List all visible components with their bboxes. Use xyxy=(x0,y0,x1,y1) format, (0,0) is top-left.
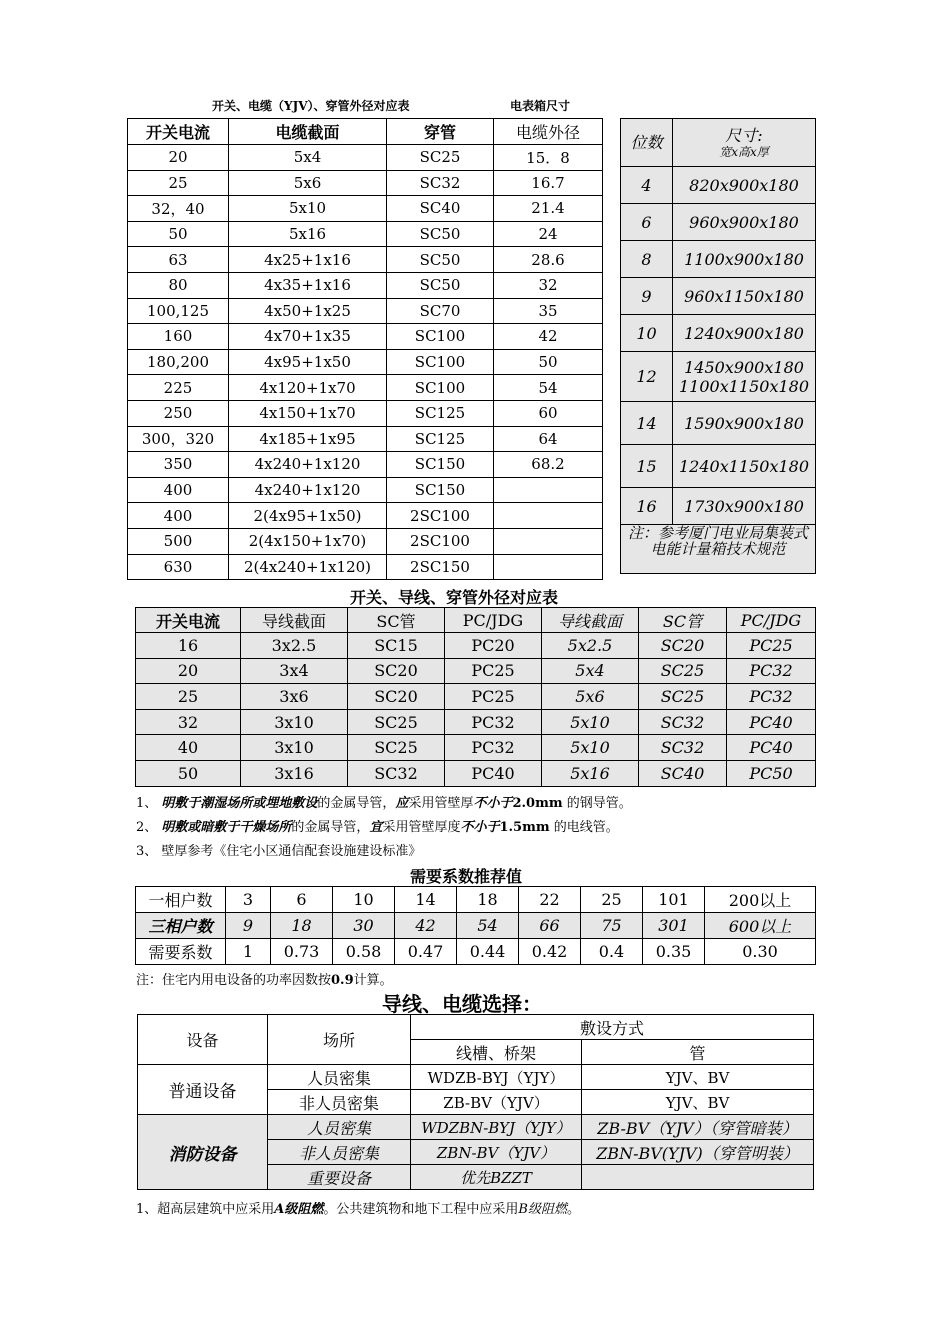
table-cell: 630 xyxy=(128,554,229,580)
table-cell: PC40 xyxy=(727,709,816,735)
table-cell: 32 xyxy=(494,272,603,298)
table-cell: 0.44 xyxy=(457,939,519,965)
table-cell: 42 xyxy=(395,913,457,939)
box-size-value: 1100x900x180 xyxy=(684,249,804,269)
table-cell: 0.35 xyxy=(643,939,705,965)
table-row xyxy=(128,221,603,247)
table-row xyxy=(128,196,603,222)
table-cell: 3x10 xyxy=(241,735,348,761)
table-cell xyxy=(494,554,603,580)
pipe-cell: ZBN-BV(YJV)（穿管明装） xyxy=(582,1140,814,1165)
table-cell: 0.42 xyxy=(519,939,581,965)
box-size-cell xyxy=(673,445,816,488)
table-cell: 4x185+1x95 xyxy=(229,426,387,452)
switch-wire-table xyxy=(135,607,816,787)
box-size-value: 1100x1150x180 xyxy=(678,376,810,396)
table-cell: 4x25+1x16 xyxy=(229,247,387,273)
box-size-cell xyxy=(673,488,816,525)
note-power-factor xyxy=(136,969,393,988)
header-cell: 开关电流 xyxy=(128,119,229,145)
table-row xyxy=(128,298,603,324)
table-cell: 500 xyxy=(128,528,229,554)
note-emph: 明敷于潮湿场所或埋地敷设 xyxy=(161,796,318,811)
table-cell: SC25 xyxy=(387,145,494,171)
table-row xyxy=(621,445,816,488)
table-cell: 0.73 xyxy=(271,939,333,965)
note-text: 注：住宅内用电设备的功率因数按 xyxy=(136,973,332,988)
table-cell: 66 xyxy=(519,913,581,939)
table-cell: SC20 xyxy=(348,658,445,684)
device-normal: 普通设备 xyxy=(138,1065,268,1115)
box-count-cell: 15 xyxy=(621,445,673,488)
table-cell: 50 xyxy=(494,349,603,375)
header-device: 设备 xyxy=(138,1015,268,1065)
table-cell: 63 xyxy=(128,247,229,273)
device-fire: 消防设备 xyxy=(138,1115,268,1190)
table-cell: SC100 xyxy=(387,375,494,401)
table-cell xyxy=(494,503,603,529)
table-cell: 2(4x95+1x50) xyxy=(229,503,387,529)
note-3: 3、 壁厚参考《住宅小区通信配套设施建设标准》 xyxy=(136,844,422,859)
header-cell: 位数 xyxy=(621,119,673,167)
table-cell: 4x120+1x70 xyxy=(229,375,387,401)
box-count-cell: 9 xyxy=(621,278,673,315)
box-note: 注：参考厦门电业局集装式电能计量箱技术规范 xyxy=(621,525,816,574)
table-cell: 4x95+1x50 xyxy=(229,349,387,375)
header-cell: 电缆截面 xyxy=(229,119,387,145)
table-cell: SC20 xyxy=(348,684,445,710)
table-cell: 3x16 xyxy=(241,760,348,786)
table-cell: 15．8 xyxy=(494,145,603,171)
table-row xyxy=(136,658,816,684)
table-row xyxy=(128,452,603,478)
table-cell xyxy=(494,477,603,503)
box-size-cell xyxy=(673,402,816,445)
box-size-cell xyxy=(673,278,816,315)
box-count-cell: 6 xyxy=(621,204,673,241)
table-row xyxy=(128,145,603,171)
note-num: 2、 xyxy=(136,820,162,835)
table-cell: 20 xyxy=(128,145,229,171)
table-cell: 4x150+1x70 xyxy=(229,400,387,426)
table-cell: SC25 xyxy=(639,684,727,710)
table-cell: 35 xyxy=(494,298,603,324)
place-cell: 非人员密集 xyxy=(268,1140,411,1165)
box-size-cell xyxy=(673,352,816,402)
table-cell: 6 xyxy=(271,887,333,913)
table-cell: SC125 xyxy=(387,426,494,452)
table-row xyxy=(621,315,816,352)
table-cell: SC40 xyxy=(639,760,727,786)
table-cell: 4x240+1x120 xyxy=(229,452,387,478)
header-cell: 导线截面 xyxy=(542,608,639,633)
note-value: 2.0mm xyxy=(512,796,563,811)
note-emph: 不小于 xyxy=(473,796,513,811)
demand-factor-table xyxy=(135,886,816,965)
table-cell: SC32 xyxy=(348,760,445,786)
note-emph: 明敷或暗敷于干燥场所 xyxy=(161,820,292,835)
table-row xyxy=(136,939,816,965)
table-row xyxy=(621,402,816,445)
table-cell: 18 xyxy=(457,887,519,913)
table-cell: SC50 xyxy=(387,247,494,273)
table-cell: 5x16 xyxy=(542,760,639,786)
size-header-sub: 宽x高x厚 xyxy=(719,144,769,159)
header-laying: 敷设方式 xyxy=(411,1015,814,1040)
wire-cable-selection-table xyxy=(137,1014,814,1190)
table-cell: 200以上 xyxy=(705,887,816,913)
box-size-cell xyxy=(673,241,816,278)
pipe-cell: YJV、BV xyxy=(582,1065,814,1090)
table-cell: 18 xyxy=(271,913,333,939)
table-cell: 600以上 xyxy=(705,913,816,939)
table-cell: SC25 xyxy=(348,735,445,761)
header-cell: SC管 xyxy=(348,608,445,633)
pipe-cell: YJV、BV xyxy=(582,1090,814,1115)
table-cell: 需要系数 xyxy=(136,939,226,965)
box-count-cell: 12 xyxy=(621,352,673,402)
table-row xyxy=(138,1115,814,1140)
table-cell: 一相户数 xyxy=(136,887,226,913)
table-row xyxy=(136,709,816,735)
table-row xyxy=(136,608,816,633)
table-row xyxy=(128,247,603,273)
table-cell: PC25 xyxy=(727,633,816,659)
table-cell: 5x16 xyxy=(229,221,387,247)
box-size-value: 1240x900x180 xyxy=(684,323,804,343)
table-header-row xyxy=(621,119,816,167)
table-cell: SC40 xyxy=(387,196,494,222)
box-size-value: 820x900x180 xyxy=(689,175,799,195)
table-cell: SC15 xyxy=(348,633,445,659)
table-cell: SC100 xyxy=(387,324,494,350)
table-cell: 100,125 xyxy=(128,298,229,324)
table-cell: 0.47 xyxy=(395,939,457,965)
table-cell: 22 xyxy=(519,887,581,913)
table-cell: 2(4x240+1x120) xyxy=(229,554,387,580)
table-row xyxy=(136,887,816,913)
box-size-value: 1450x900x180 xyxy=(684,357,804,377)
table-cell: PC40 xyxy=(445,760,542,786)
table-cell: 101 xyxy=(643,887,705,913)
table-cell: 30 xyxy=(333,913,395,939)
place-cell: 重要设备 xyxy=(268,1165,411,1190)
table-cell: 400 xyxy=(128,503,229,529)
switch-cable-table xyxy=(127,118,603,580)
note-text: 。 xyxy=(566,1202,580,1217)
table-cell: PC25 xyxy=(445,658,542,684)
note-text: 采用管壁厚 xyxy=(408,796,474,811)
table-cell: SC20 xyxy=(639,633,727,659)
box-size-value: 960x900x180 xyxy=(689,212,799,232)
table-cell: 4x70+1x35 xyxy=(229,324,387,350)
header-cell: SC管 xyxy=(639,608,727,633)
meter-box-table xyxy=(620,118,816,574)
size-header: 尺寸: xyxy=(725,125,763,145)
table-cell: 50 xyxy=(128,221,229,247)
tray-cell: ZBN-BV（YJV） xyxy=(411,1140,582,1165)
note-emph: A级阻燃 xyxy=(274,1202,324,1217)
header-cell xyxy=(673,119,816,167)
table-row xyxy=(621,241,816,278)
table-row xyxy=(128,503,603,529)
table-row xyxy=(128,324,603,350)
table-cell: SC25 xyxy=(348,709,445,735)
box-count-cell: 10 xyxy=(621,315,673,352)
table-cell: 0.58 xyxy=(333,939,395,965)
table-cell: 350 xyxy=(128,452,229,478)
table-cell: PC25 xyxy=(445,684,542,710)
box-size-value: 1590x900x180 xyxy=(684,413,804,433)
table-row xyxy=(128,554,603,580)
table-cell: 3 xyxy=(226,887,271,913)
table-header-row xyxy=(138,1015,814,1040)
table-cell: SC25 xyxy=(639,658,727,684)
table-cell: 2SC150 xyxy=(387,554,494,580)
title-switch-cable-table: 开关、电缆（YJV）、穿管外径对应表 xyxy=(212,99,410,113)
table-row xyxy=(128,375,603,401)
table-row xyxy=(621,204,816,241)
table-cell: PC40 xyxy=(727,735,816,761)
table-cell: 300，320 xyxy=(128,426,229,452)
table-cell: 3x6 xyxy=(241,684,348,710)
table-cell: 5x10 xyxy=(229,196,387,222)
box-size-cell xyxy=(673,204,816,241)
table-cell: 68.2 xyxy=(494,452,603,478)
note-text: 的金属导管， xyxy=(317,796,396,811)
table-cell: 225 xyxy=(128,375,229,401)
table-cell: SC70 xyxy=(387,298,494,324)
table-cell: PC50 xyxy=(727,760,816,786)
table-cell: SC150 xyxy=(387,452,494,478)
title-wire-cable-selection: 导线、电缆选择： xyxy=(382,992,542,1016)
box-count-cell: 14 xyxy=(621,402,673,445)
table-cell: SC32 xyxy=(639,709,727,735)
table-cell: 60 xyxy=(494,400,603,426)
table-row xyxy=(621,167,816,204)
table-cell: 1 xyxy=(226,939,271,965)
table-cell: 42 xyxy=(494,324,603,350)
table-row xyxy=(128,528,603,554)
box-size-cell xyxy=(673,167,816,204)
note-text: 的金属导管， xyxy=(291,820,370,835)
place-cell: 人员密集 xyxy=(268,1065,411,1090)
box-count-cell: 16 xyxy=(621,488,673,525)
table-row xyxy=(136,760,816,786)
table-cell: 5x6 xyxy=(542,684,639,710)
table-cell: 40 xyxy=(136,735,241,761)
table-row xyxy=(128,400,603,426)
title-switch-wire-table: 开关、导线、穿管外径对应表 xyxy=(350,588,559,607)
table-cell: 0.4 xyxy=(581,939,643,965)
note-emph: 不小于 xyxy=(460,820,500,835)
table-row xyxy=(621,278,816,315)
header-cell: 导线截面 xyxy=(241,608,348,633)
note-flame-retardant xyxy=(136,1198,580,1217)
table-cell: PC32 xyxy=(445,709,542,735)
note-text: 。公共建筑物和地下工程中应采用 xyxy=(323,1202,519,1217)
table-cell: 2SC100 xyxy=(387,503,494,529)
table-row xyxy=(621,352,816,402)
table-cell: 25 xyxy=(581,887,643,913)
table-cell: 2SC100 xyxy=(387,528,494,554)
table-cell: 16 xyxy=(136,633,241,659)
table-cell: 4x240+1x120 xyxy=(229,477,387,503)
header-tray: 线槽、桥架 xyxy=(411,1040,582,1065)
box-count-cell: 8 xyxy=(621,241,673,278)
table-cell: SC50 xyxy=(387,221,494,247)
table-cell: SC100 xyxy=(387,349,494,375)
tray-cell: WDZB-BYJ（YJY） xyxy=(411,1065,582,1090)
table-cell: 5x10 xyxy=(542,735,639,761)
note-num: 1、 xyxy=(136,796,162,811)
table-row xyxy=(136,735,816,761)
header-cell: 电缆外径 xyxy=(494,119,603,145)
pipe-cell xyxy=(582,1165,814,1190)
note-emph: B级阻燃 xyxy=(518,1202,567,1217)
pipe-cell: ZB-BV（YJV）（穿管暗装） xyxy=(582,1115,814,1140)
table-cell xyxy=(494,528,603,554)
table-cell: 5x6 xyxy=(229,170,387,196)
table-row xyxy=(128,170,603,196)
note-text: 的电线管。 xyxy=(549,820,619,835)
table-cell: 25 xyxy=(136,684,241,710)
table-cell: 5x4 xyxy=(542,658,639,684)
note-value: 1.5mm xyxy=(499,820,550,835)
table-row xyxy=(128,477,603,503)
table-row xyxy=(136,684,816,710)
table-cell: 5x4 xyxy=(229,145,387,171)
box-size-value: 960x1150x180 xyxy=(684,286,804,306)
table-cell: 三相户数 xyxy=(136,913,226,939)
header-cell: PC/JDG xyxy=(445,608,542,633)
note-1 xyxy=(136,792,632,811)
table-cell: 32，40 xyxy=(128,196,229,222)
table-cell: 301 xyxy=(643,913,705,939)
note-emph: 应 xyxy=(395,796,409,811)
table-cell: 4x35+1x16 xyxy=(229,272,387,298)
note-text: 采用管壁厚度 xyxy=(382,820,461,835)
tray-cell: ZB-BV（YJV） xyxy=(411,1090,582,1115)
table-cell: 0.30 xyxy=(705,939,816,965)
table-cell: 10 xyxy=(333,887,395,913)
table-cell: 5x2.5 xyxy=(542,633,639,659)
box-size-value: 1240x1150x180 xyxy=(678,456,810,476)
table-cell: 14 xyxy=(395,887,457,913)
table-row xyxy=(128,426,603,452)
table-cell: 21.4 xyxy=(494,196,603,222)
note-text: 计算。 xyxy=(353,973,393,988)
table-cell: 160 xyxy=(128,324,229,350)
header-cell: 开关电流 xyxy=(136,608,241,633)
note-text: 的钢导管。 xyxy=(562,796,632,811)
table-cell: 50 xyxy=(136,760,241,786)
table-row xyxy=(138,1065,814,1090)
table-cell: 180,200 xyxy=(128,349,229,375)
table-cell: 64 xyxy=(494,426,603,452)
table-row xyxy=(136,913,816,939)
table-row xyxy=(128,349,603,375)
table-cell: 2(4x150+1x70) xyxy=(229,528,387,554)
table-header-row xyxy=(128,119,603,145)
table-cell: 25 xyxy=(128,170,229,196)
table-cell: SC125 xyxy=(387,400,494,426)
table-cell: PC20 xyxy=(445,633,542,659)
table-cell: 9 xyxy=(226,913,271,939)
place-cell: 非人员密集 xyxy=(268,1090,411,1115)
place-cell: 人员密集 xyxy=(268,1115,411,1140)
header-cell: 穿管 xyxy=(387,119,494,145)
tray-cell: 优先BZZT xyxy=(411,1165,582,1190)
note-text: 1、超高层建筑中应采用 xyxy=(136,1202,275,1217)
table-cell: 3x2.5 xyxy=(241,633,348,659)
table-cell: SC32 xyxy=(387,170,494,196)
table-cell: 54 xyxy=(457,913,519,939)
title-demand-factor: 需要系数推荐值 xyxy=(410,867,523,886)
table-cell: 16.7 xyxy=(494,170,603,196)
box-size-value: 1730x900x180 xyxy=(684,496,804,516)
table-cell: PC32 xyxy=(727,684,816,710)
header-place: 场所 xyxy=(268,1015,411,1065)
table-cell: 54 xyxy=(494,375,603,401)
table-row xyxy=(621,525,816,574)
table-cell: 24 xyxy=(494,221,603,247)
table-cell: PC32 xyxy=(727,658,816,684)
table-cell: 5x10 xyxy=(542,709,639,735)
table-cell: SC32 xyxy=(639,735,727,761)
table-cell: 32 xyxy=(136,709,241,735)
table-cell: 80 xyxy=(128,272,229,298)
title-meter-box-size: 电表箱尺寸 xyxy=(510,99,571,113)
note-2 xyxy=(136,816,619,835)
header-cell: PC/JDG xyxy=(727,608,816,633)
header-pipe: 管 xyxy=(582,1040,814,1065)
table-cell: SC50 xyxy=(387,272,494,298)
table-cell: 4x50+1x25 xyxy=(229,298,387,324)
tray-cell: WDZBN-BYJ（YJY） xyxy=(411,1115,582,1140)
table-cell: 75 xyxy=(581,913,643,939)
note-emph: 宜 xyxy=(369,820,383,835)
box-count-cell: 4 xyxy=(621,167,673,204)
table-cell: SC150 xyxy=(387,477,494,503)
table-cell: 20 xyxy=(136,658,241,684)
table-cell: 28.6 xyxy=(494,247,603,273)
table-cell: 400 xyxy=(128,477,229,503)
table-cell: 250 xyxy=(128,400,229,426)
note-value: 0.9 xyxy=(331,973,354,988)
table-row xyxy=(128,272,603,298)
table-row xyxy=(621,488,816,525)
table-row xyxy=(136,633,816,659)
table-cell: PC32 xyxy=(445,735,542,761)
table-cell: 3x4 xyxy=(241,658,348,684)
box-size-cell xyxy=(673,315,816,352)
table-cell: 3x10 xyxy=(241,709,348,735)
